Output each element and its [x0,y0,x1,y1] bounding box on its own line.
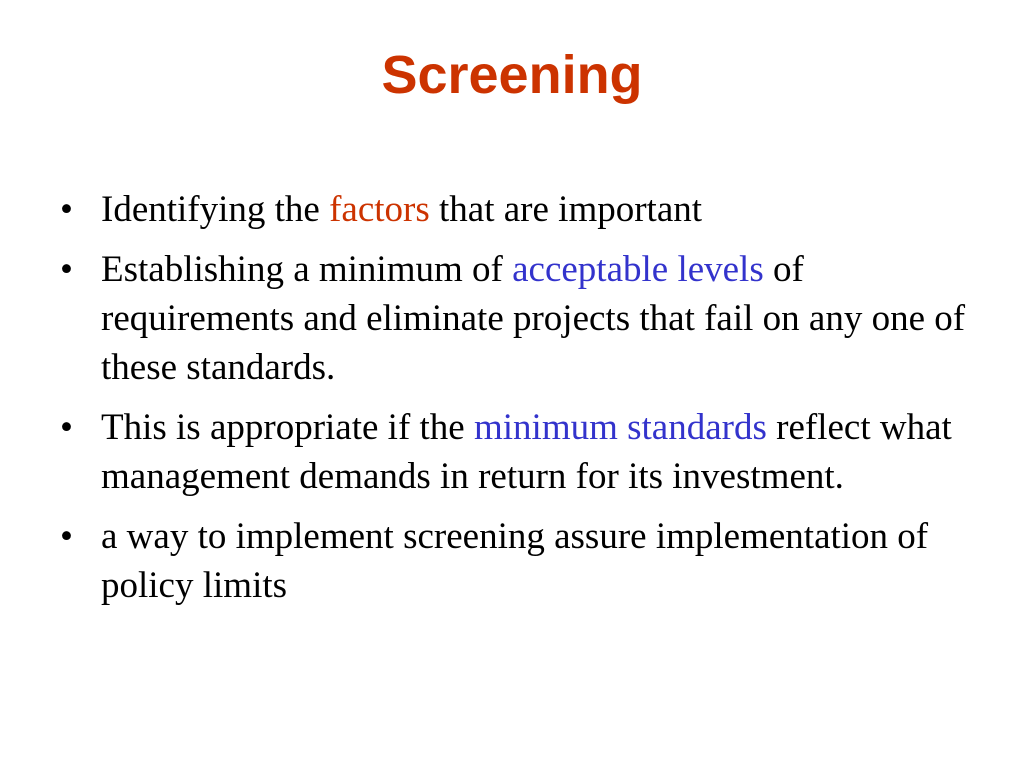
bullet-text-before: Establishing a minimum of [101,249,513,290]
bullet-text-after: reflect what management demands in return for its investment. [101,407,952,497]
bullet-highlight-minimum-standards: minimum standards [473,407,767,448]
bullet-item-implementation [60,512,980,610]
bullet-highlight-factors: factors [329,189,430,230]
bullet-icon: • [60,189,73,230]
bullet-icon: • [60,249,73,290]
bullet-text-before: This is appropriate if the [101,407,474,448]
bullet-text-after: of requirements and eliminate projects that fail on any one of these standards. [101,249,966,388]
bullet-highlight-acceptable-levels: acceptable levels [512,249,764,290]
bullet-item-minimum-standards [60,403,980,501]
bullet-item-acceptable-levels [60,245,980,392]
bullet-text: a way to implement screening assure implementation of policy limits [101,516,929,606]
bullet-text-before: Identifying the [101,189,330,230]
bullet-text-after: that are important [429,189,703,230]
bullet-icon: • [60,407,73,448]
bullet-list [60,185,980,621]
bullet-item-factors [60,185,980,234]
slide-title: Screening [381,45,643,105]
bullet-icon: • [60,516,73,557]
